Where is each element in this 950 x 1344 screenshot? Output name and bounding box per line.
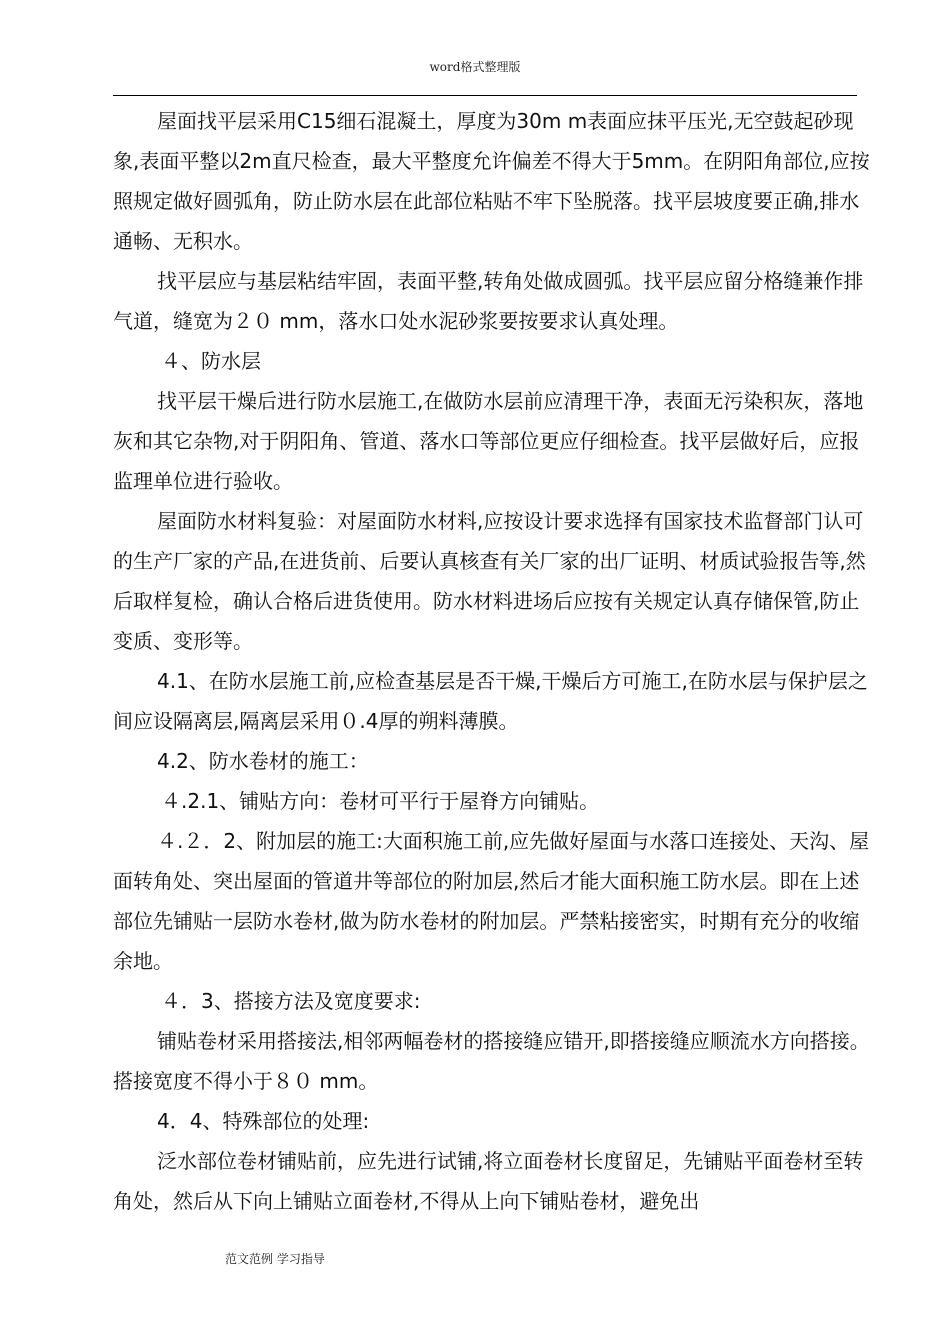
subheading-4-3: ４．3、搭接方法及宽度要求:	[161, 989, 421, 1013]
paragraph-4-1: 4.1、在防水层施工前,应检查基层是否干燥,干燥后方可施工,在防水层与保护层之间应设隔离层,隔离层采用０.4厚的朔料薄膜。	[113, 669, 868, 733]
paragraph-waterproof-prep: 找平层干燥后进行防水层施工,在做防水层前应清理干净，表面无污染积灰，落地灰和其它杂物,对于阴阳角、管道、落水口等部位更应仔细检查。找平层做好后，应报监理单位进行验收。	[113, 389, 864, 493]
paragraph-4-2-2: ４.２．2、附加层的施工:大面积施工前,应先做好屋面与水落口连接处、天沟、屋面转角处、突出屋面的管道井等部位的附加层,然后才能大面积施工防水层。即在上述部位先铺贴一层防水卷材,做为防水卷材的附加层。严禁粘接密实，时期有充分的收缩余地。	[113, 829, 870, 973]
document-body	[113, 101, 873, 1221]
section-heading-waterproof-layer: ４、防水层	[161, 349, 261, 373]
paragraph-material-recheck: 屋面防水材料复验：对屋面防水材料,应按设计要求选择有国家技术监督部门认可的生产厂家的产品,在进货前、后要认真核查有关厂家的出厂证明、材质试验报告等,然后取样复检，确认合格后进货使用。防水材料进场后应按有关规定认真存储保管,防止变质、变形等。	[113, 509, 866, 653]
header-rule	[113, 95, 857, 96]
page-header: word格式整理版	[429, 60, 521, 74]
subheading-4-2: 4.2、防水卷材的施工：	[157, 749, 369, 773]
paragraph-lap-method: 铺贴卷材采用搭接法,相邻两幅卷材的搭接缝应错开,即搭接缝应顺流水方向搭接。搭接宽度不得小于８０ mm。	[113, 1029, 870, 1093]
subheading-4-4: 4．4、特殊部位的处理:	[157, 1109, 370, 1133]
paragraph-leveling-layer: 屋面找平层采用C15细石混凝土，厚度为30m m表面应抹平压光,无空鼓起砂现象,表面平整以2m直尺检查，最大平整度允许偏差不得大于5mm。在阴阳角部位,应按照规定做好圆弧角，防止防水层在此部位粘贴不牢下坠脱落。找平层坡度要正确,排水通畅、无积水。	[113, 109, 870, 253]
paragraph-4-2-1: ４.2.1、铺贴方向：卷材可平行于屋脊方向铺贴。	[161, 789, 600, 813]
paragraph-leveling-joints: 找平层应与基层粘结牢固，表面平整,转角处做成圆弧。找平层应留分格缝兼作排气道，缝宽为２０ mm，落水口处水泥砂浆要按要求认真处理。	[113, 269, 864, 333]
paragraph-flashing: 泛水部位卷材铺贴前，应先进行试铺,将立面卷材长度留足，先铺贴平面卷材至转角处，然后从下向上铺贴立面卷材,不得从上向下铺贴卷材，避免出	[113, 1149, 864, 1213]
page-footer: 范文范例 学习指导	[225, 1252, 325, 1266]
